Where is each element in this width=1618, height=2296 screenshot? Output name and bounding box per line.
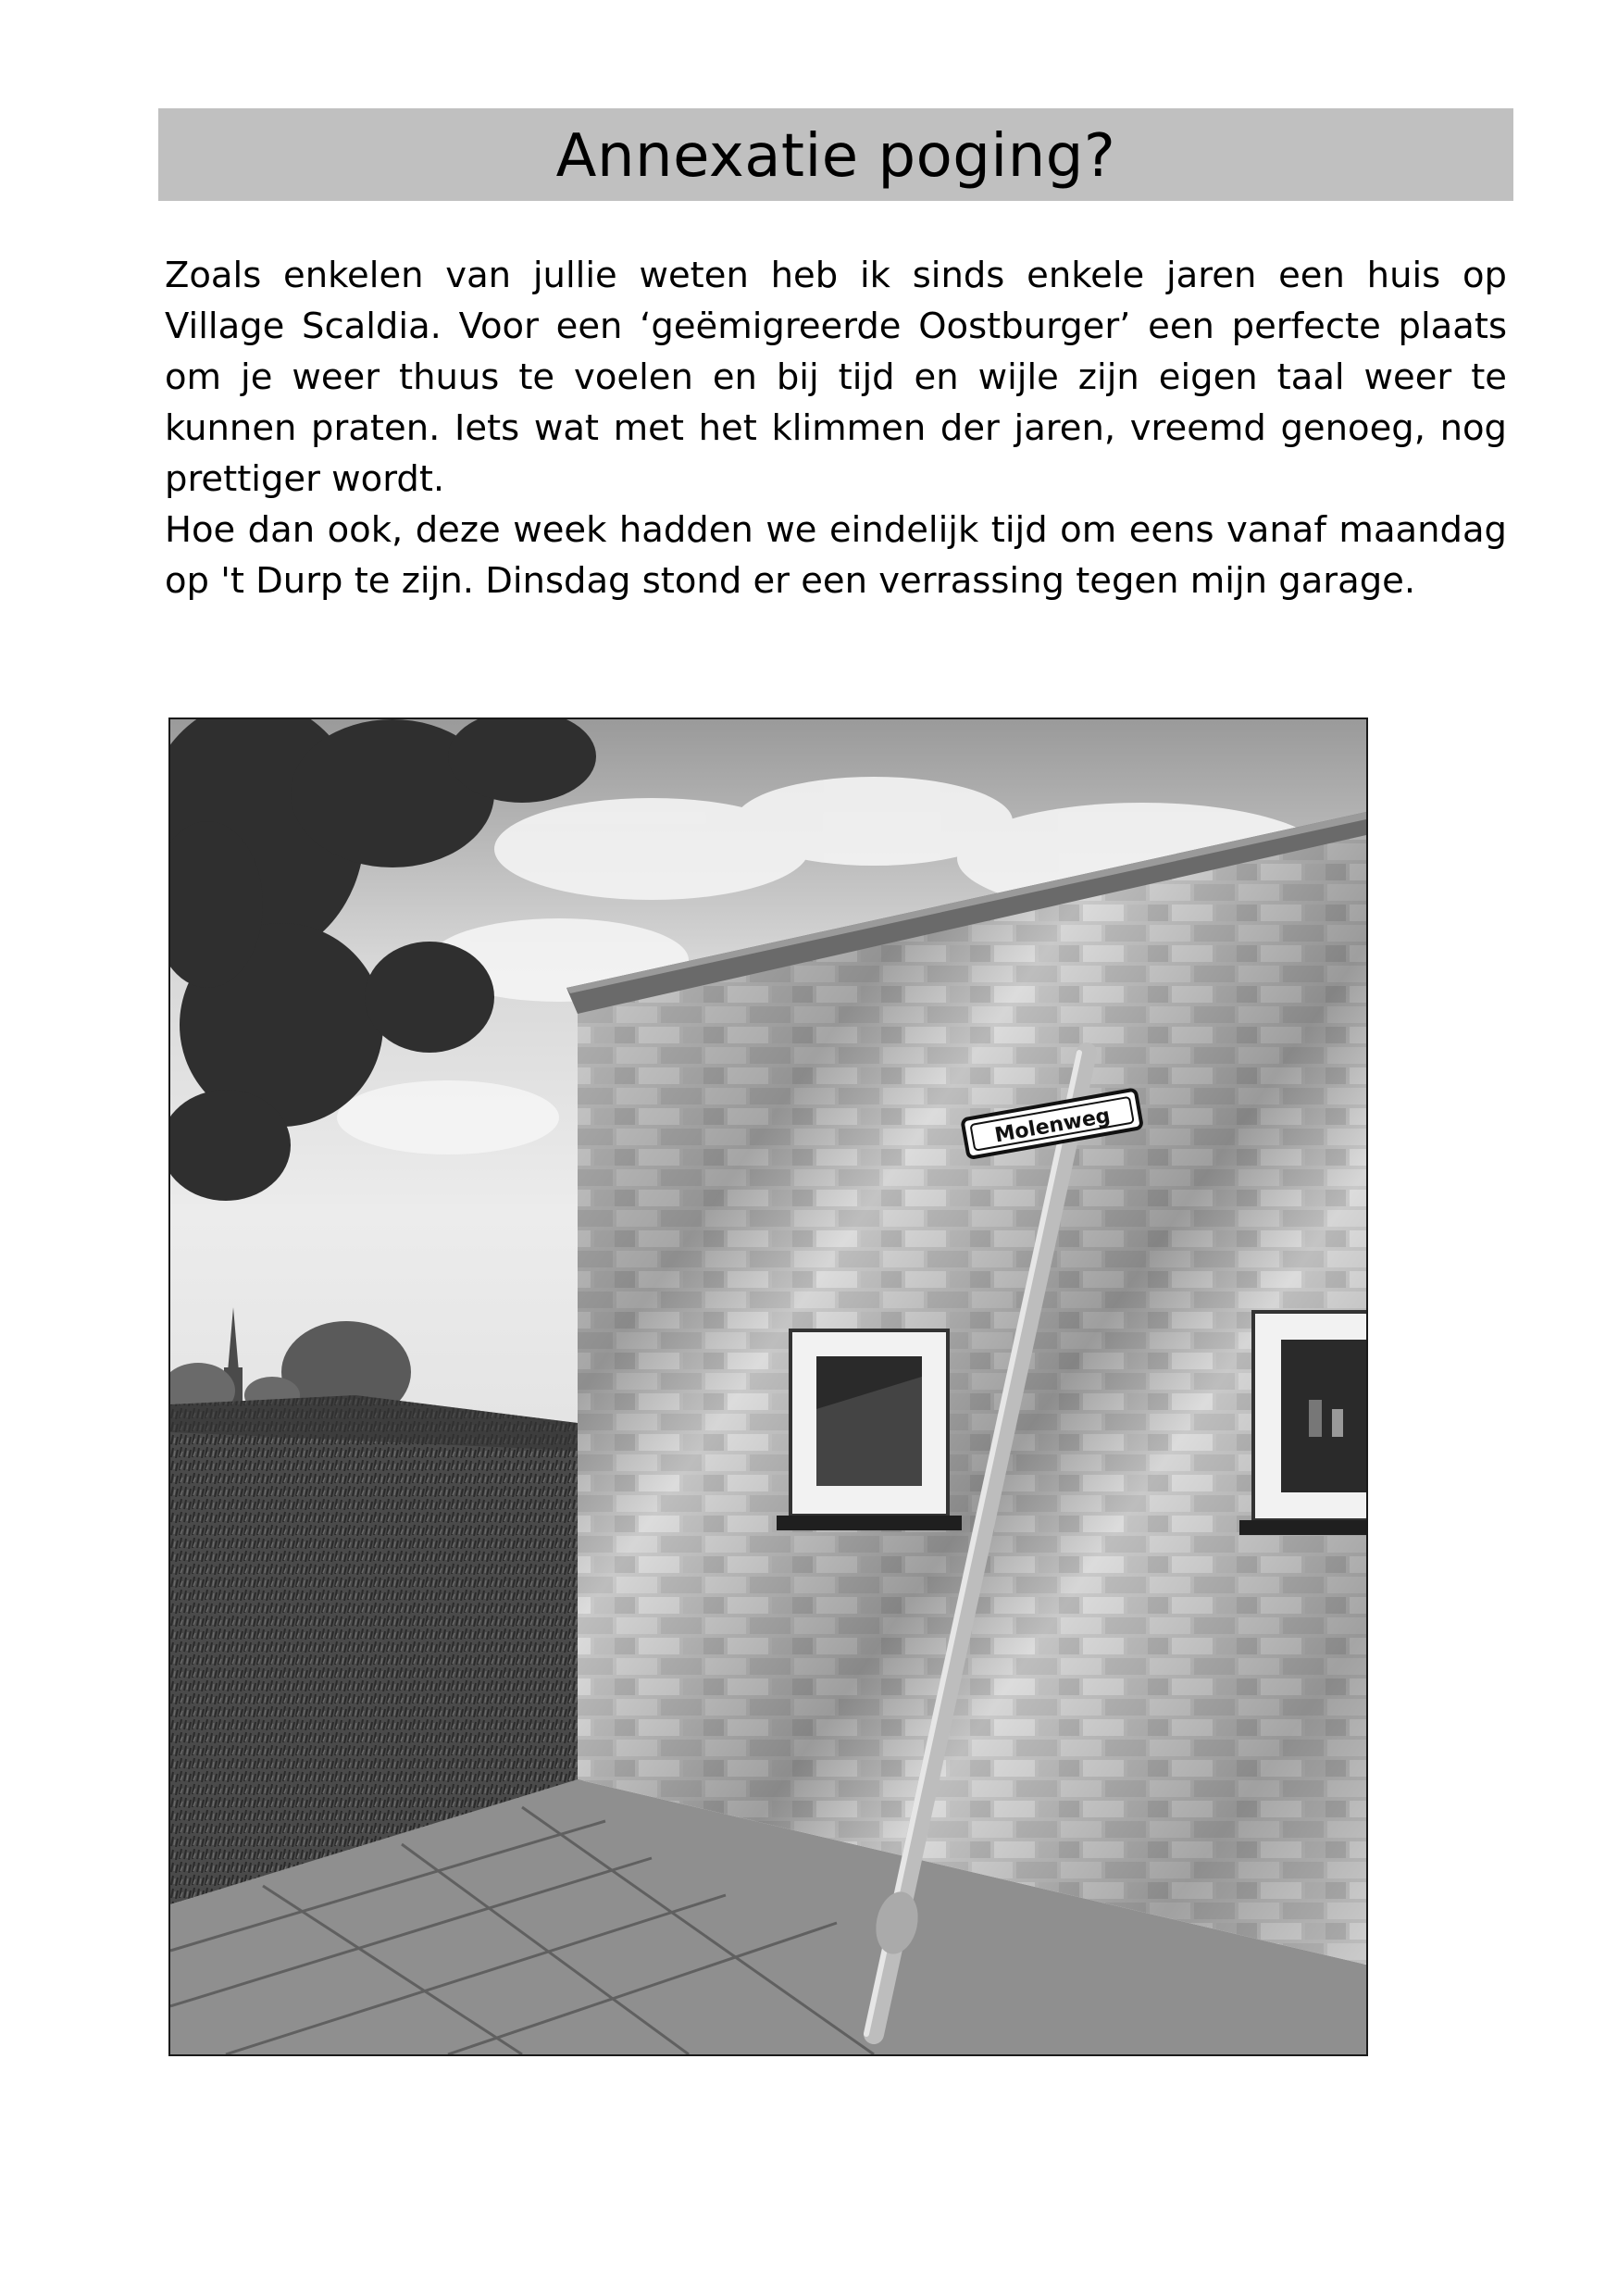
- paragraph-2: Hoe dan ook, deze week hadden we eindelijk tijd om eens vanaf maandag op 't Durp te zijn. Dinsdag stond er een verrassing tegen mijn garage.: [165, 509, 1507, 602]
- paragraph-1: Zoals enkelen van jullie weten heb ik sinds enkele jaren een huis op Village Scaldia. Voor een ‘geëmigreerde Oostburger’ een perfecte plaats om je weer thuus te voelen en bij tijd en wijle zijn eigen taal weer te kunnen praten. Iets wat met het klimmen der jaren, vreemd genoeg, nog prettiger wordt.: [165, 255, 1507, 500]
- window-right: [1239, 1312, 1366, 1535]
- street-sign-text: Molenweg: [992, 1104, 1113, 1148]
- photo-illustration: [170, 719, 1366, 2054]
- article-body: [165, 250, 1507, 606]
- window-left: [777, 1330, 962, 1530]
- photo: [168, 718, 1368, 2056]
- title-bar: [158, 108, 1513, 201]
- page-title: Annexatie poging?: [555, 122, 1116, 191]
